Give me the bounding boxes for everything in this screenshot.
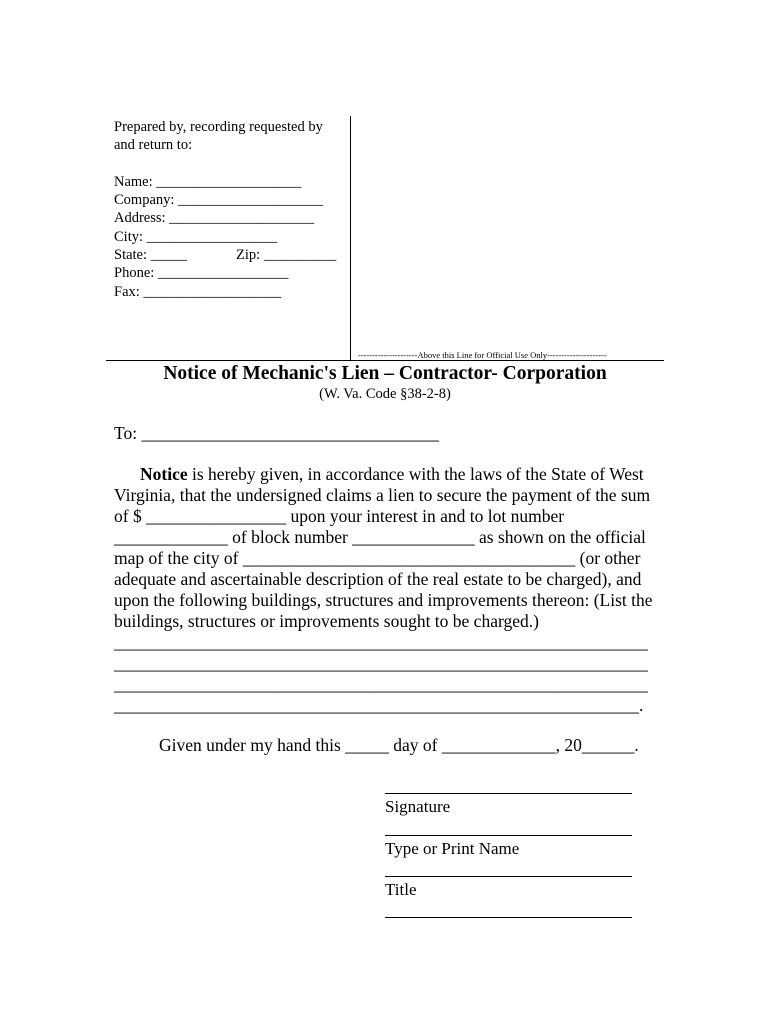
given-under-hand-line[interactable]: Given under my hand this _____ day of _____________, 20______. xyxy=(159,735,639,755)
code-citation: (W. Va. Code §38-2-8) xyxy=(319,386,451,402)
address-field[interactable]: Address: ____________________ xyxy=(114,210,315,226)
improvements-blank-2[interactable]: _____________________________________________________________ xyxy=(114,653,648,673)
print-name-line[interactable] xyxy=(385,835,632,836)
header-vertical-divider xyxy=(350,116,351,360)
notice-line-8: buildings, structures or improvements sought to be charged.) xyxy=(114,611,539,631)
extra-line[interactable] xyxy=(385,917,632,918)
signature-line[interactable] xyxy=(385,793,632,794)
notice-line-2: Virginia, that the undersigned claims a lien to secure the payment of the sum xyxy=(114,485,651,505)
notice-line-6: adequate and ascertainable description of the real estate to be charged), and xyxy=(114,569,642,589)
title-label: Title xyxy=(385,880,417,899)
notice-line-1-text: is hereby given, in accordance with the laws of the State of West xyxy=(187,464,644,484)
notice-line-4[interactable]: _____________ of block number ______________ as shown on the official xyxy=(114,527,646,547)
improvements-blank-3[interactable]: _____________________________________________________________ xyxy=(114,674,648,694)
zip-field[interactable]: Zip: __________ xyxy=(236,247,337,263)
prepared-by-line-2: and return to: xyxy=(114,137,193,153)
improvements-blank-1[interactable]: _____________________________________________________________ xyxy=(114,632,648,652)
company-field[interactable]: Company: ____________________ xyxy=(114,192,324,208)
signature-label: Signature xyxy=(385,797,451,816)
improvements-blank-4[interactable]: ____________________________________________________________. xyxy=(114,695,644,715)
header-horizontal-divider xyxy=(106,360,664,361)
to-field[interactable]: To: __________________________________ xyxy=(114,423,439,443)
fax-field[interactable]: Fax: ___________________ xyxy=(114,284,282,300)
state-field[interactable]: State: _____ xyxy=(114,247,187,263)
notice-line-7: upon the following buildings, structures and improvements thereon: (List the xyxy=(114,590,653,610)
prepared-by-line-1: Prepared by, recording requested by xyxy=(114,119,323,135)
print-name-label: Type or Print Name xyxy=(385,839,520,858)
city-field[interactable]: City: __________________ xyxy=(114,229,278,245)
notice-bold-word: Notice xyxy=(140,464,188,484)
phone-field[interactable]: Phone: __________________ xyxy=(114,265,289,281)
notice-line-1 xyxy=(140,464,644,485)
notice-line-3[interactable]: of $ ________________ upon your interest in and to lot number xyxy=(114,506,565,526)
name-field[interactable]: Name: ____________________ xyxy=(114,174,302,190)
title-line[interactable] xyxy=(385,876,632,877)
official-use-notice: ---------------------Above this Line for Official Use Only--------------------- xyxy=(358,350,607,360)
document-title: Notice of Mechanic's Lien – Contractor- Corporation xyxy=(163,363,607,384)
notice-line-5[interactable]: map of the city of ______________________________________ (or other xyxy=(114,548,641,568)
